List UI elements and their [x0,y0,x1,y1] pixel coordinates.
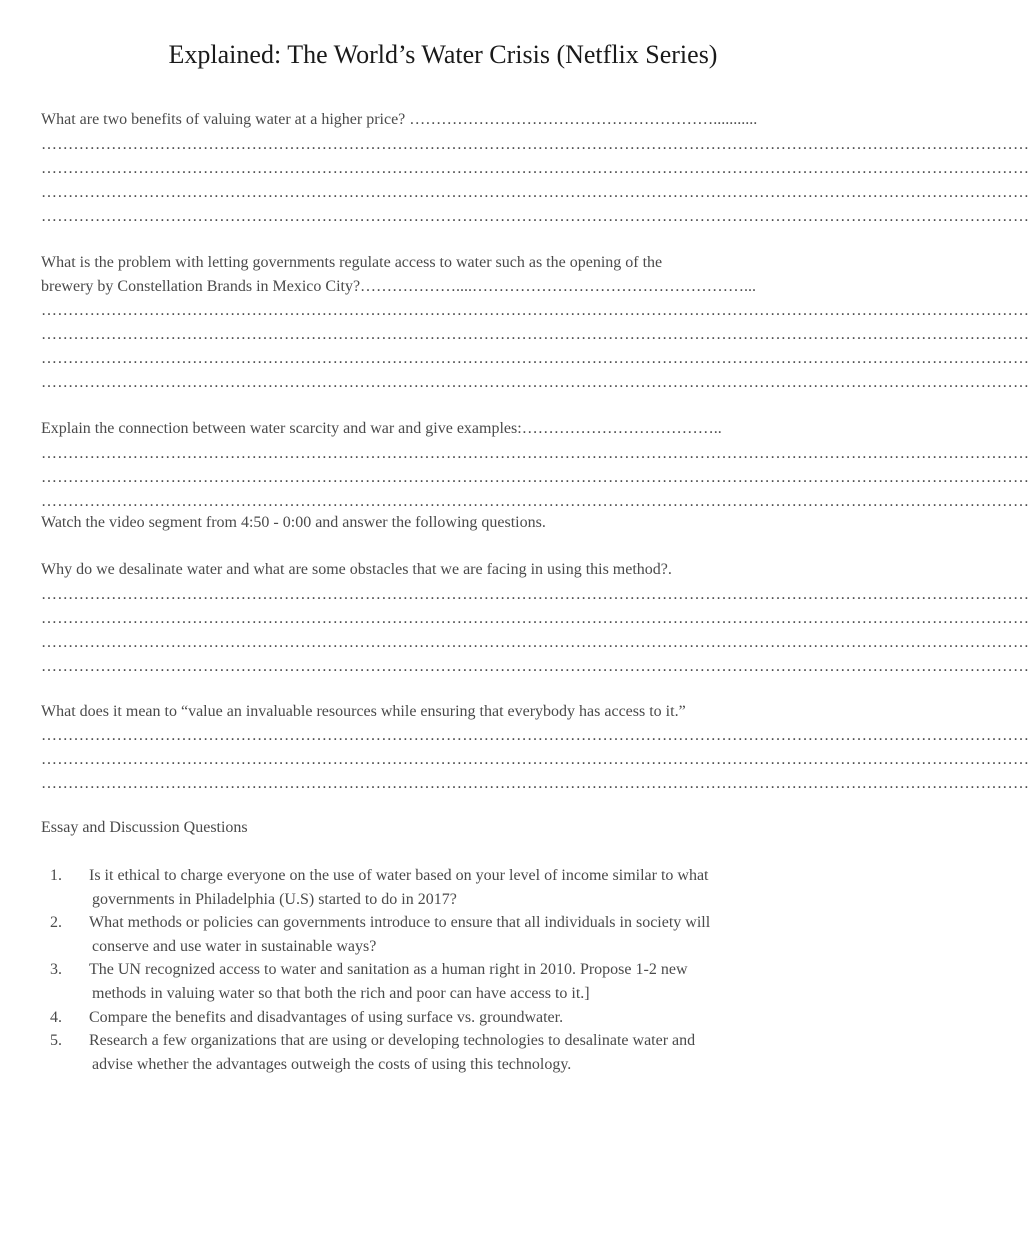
answer-line[interactable]: ………………………………………………………………………………………………………………………………………………………………… [41,350,1029,367]
essay-item-line: Research a few organizations that are using or developing technologies to desalinate water and [89,1032,696,1049]
answer-line[interactable]: ………………………………………………………………………………………………………………………………………………………………… [41,184,1029,201]
essay-item-number: 2. [50,914,62,931]
answer-line[interactable]: ………………………………………………………………………………………………………………………………………………………………… [41,586,1029,603]
essay-item-line: The UN recognized access to water and sanitation as a human right in 2010. Propose 1-2 new [89,961,688,978]
answer-line[interactable]: ………………………………………………………………………………………………………………………………………………………………… [41,160,1029,177]
essay-item-number: 5. [50,1032,62,1049]
answer-line[interactable]: ………………………………………………………………………………………………………………………………………………………………… [41,374,1029,391]
answer-line[interactable]: ………………………………………………………………………………………………………………………………………………………………… [41,727,1029,744]
answer-line[interactable]: ………………………………………………………………………………………………………………………………………………………………… [41,634,1029,651]
question-1-prompt: What are two benefits of valuing water at a higher price? …………………………………………………........... [41,111,758,128]
answer-line[interactable]: ………………………………………………………………………………………………………………………………………………………………… [41,469,1029,486]
essay-item-text [89,911,779,958]
essay-item-line: governments in Philadelphia (U.S) started to do in 2017? [92,890,457,908]
essay-item-text [89,1006,779,1030]
answer-line[interactable]: ………………………………………………………………………………………………………………………………………………………………… [41,493,1029,510]
answer-line[interactable]: ………………………………………………………………………………………………………………………………………………………………… [41,136,1029,153]
essay-item-text [89,1029,779,1076]
question-4-prompt: Why do we desalinate water and what are some obstacles that we are facing in using this method?. [41,561,672,578]
essay-item-line: advise whether the advantages outweigh the costs of using this technology. [92,1055,572,1073]
page-title: Explained: The World’s Water Crisis (Netflix Series) [168,40,718,69]
question-5-prompt: What does it mean to “value an invaluable resources while ensuring that everybody has access to it.” [41,703,686,720]
answer-line[interactable]: ………………………………………………………………………………………………………………………………………………………………… [41,302,1029,319]
answer-line[interactable]: ………………………………………………………………………………………………………………………………………………………………… [41,208,1029,225]
essay-item-text [89,958,779,1005]
question-2-prompt-line-1: What is the problem with letting governments regulate access to water such as the opening of the [41,254,663,271]
question-2-prompt-line-2: brewery by Constellation Brands in Mexico City?………………....……………………………………………... [41,278,757,295]
essay-item-number: 4. [50,1009,62,1026]
video-note: Watch the video segment from 4:50 - 0:00 and answer the following questions. [41,514,546,531]
answer-line[interactable]: ………………………………………………………………………………………………………………………………………………………………… [41,751,1029,768]
essay-heading: Essay and Discussion Questions [41,819,248,836]
essay-item-number: 3. [50,961,62,978]
essay-item-line: Compare the benefits and disadvantages of using surface vs. groundwater. [89,1009,564,1026]
essay-item-line: Is it ethical to charge everyone on the use of water based on your level of income similar to what [89,867,709,884]
answer-line[interactable]: ………………………………………………………………………………………………………………………………………………………………… [41,658,1029,675]
answer-line[interactable]: ………………………………………………………………………………………………………………………………………………………………… [41,610,1029,627]
essay-item-line: methods in valuing water so that both the rich and poor can have access to it.] [92,984,590,1002]
answer-line[interactable]: ………………………………………………………………………………………………………………………………………………………………… [41,775,1029,792]
essay-item-text [89,864,779,911]
answer-line[interactable]: ………………………………………………………………………………………………………………………………………………………………… [41,326,1029,343]
essay-item-line: conserve and use water in sustainable ways? [92,937,377,955]
question-3-prompt: Explain the connection between water scarcity and war and give examples:……………………………….. [41,420,722,437]
essay-item-number: 1. [50,867,62,884]
answer-line[interactable]: ………………………………………………………………………………………………………………………………………………………………… [41,445,1029,462]
essay-item-line: What methods or policies can governments introduce to ensure that all individuals in society will [89,914,711,931]
